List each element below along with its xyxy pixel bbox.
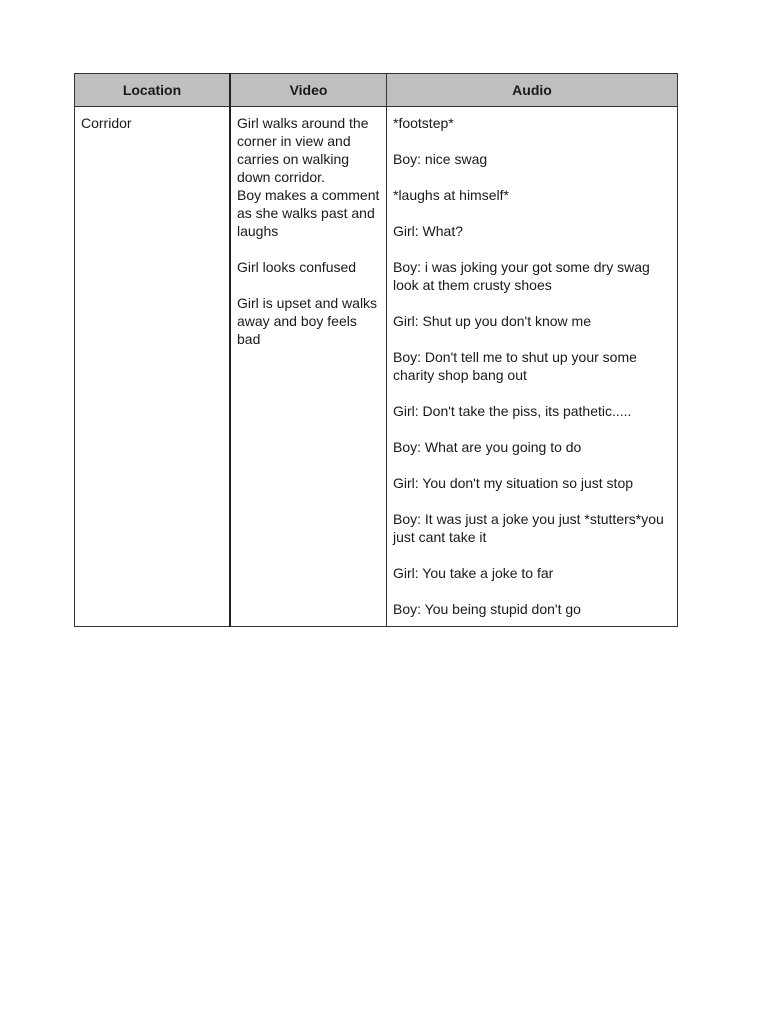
audio-line: *footstep* — [393, 115, 454, 131]
audio-line: Girl: You take a joke to far — [393, 565, 554, 581]
audio-line: Boy: You being stupid don't go — [393, 601, 581, 617]
script-table — [74, 73, 678, 627]
audio-line: Boy: It was just a joke you just *stutters*you just cant take it — [393, 511, 664, 545]
table-row — [75, 107, 678, 627]
cell-audio — [387, 107, 678, 627]
audio-line: Girl: Don't take the piss, its pathetic..... — [393, 403, 632, 419]
table-header-row — [75, 74, 678, 107]
video-description: Girl walks around the corner in view and carries on walking down corridor. Boy makes a comment as she walks past and laughs — [237, 115, 380, 239]
video-description: Girl looks confused — [237, 259, 357, 275]
video-description: Girl is upset and walks away and boy feels bad — [237, 295, 378, 347]
audio-line: Boy: nice swag — [393, 151, 488, 167]
cell-video — [230, 107, 387, 627]
audio-line: Girl: What? — [393, 223, 464, 239]
header-location: Location — [75, 74, 231, 107]
cell-location: Corridor — [75, 107, 231, 627]
audio-line: Girl: Shut up you don't know me — [393, 313, 591, 329]
audio-line: *laughs at himself* — [393, 187, 509, 203]
audio-line: Boy: What are you going to do — [393, 439, 582, 455]
header-video: Video — [230, 74, 387, 107]
audio-line: Boy: i was joking your got some dry swag look at them crusty shoes — [393, 259, 650, 293]
audio-line: Boy: Don't tell me to shut up your some charity shop bang out — [393, 349, 637, 383]
header-audio: Audio — [387, 74, 678, 107]
audio-line: Girl: You don't my situation so just stop — [393, 475, 634, 491]
